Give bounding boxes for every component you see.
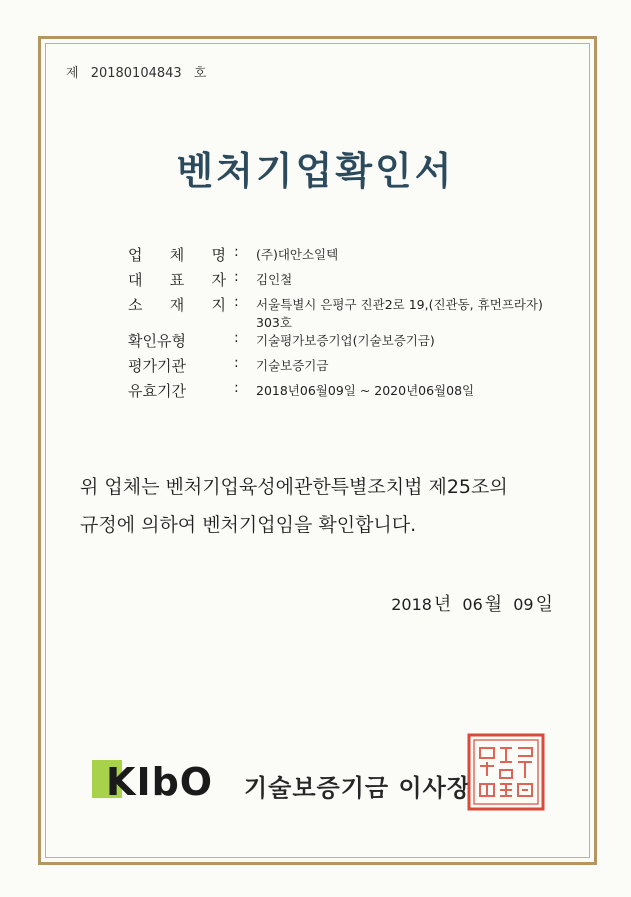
field-value: 김인철 <box>256 272 293 287</box>
issuer-footer <box>92 760 572 810</box>
field-colon: : <box>234 355 239 371</box>
field-value <box>256 295 543 331</box>
field-value: 기술평가보증기업(기술보증기금) <box>256 333 435 348</box>
field-label: 업 체 명 <box>128 246 226 264</box>
issue-date <box>391 590 559 616</box>
statement-line-1: 위 업체는 벤처기업육성에관한특별조치법 제25조의 <box>80 476 508 498</box>
date-day-unit: 일 <box>535 594 553 615</box>
field-address <box>128 294 568 330</box>
field-label: 유효기간 <box>128 382 186 400</box>
official-seal-stamp <box>466 732 546 812</box>
issuer-name: 기술보증기금 이사장 <box>244 774 472 802</box>
certificate-title: 벤처기업확인서 <box>176 148 455 193</box>
date-month: 06 <box>462 595 483 614</box>
date-month-unit: 월 <box>484 594 503 615</box>
statement-line-2: 규정에 의하여 벤처기업임을 확인합니다. <box>80 514 417 536</box>
date-year-unit: 년 <box>433 594 452 615</box>
field-value: 2018년06월09일 ~ 2020년06월08일 <box>256 383 475 398</box>
address-line-2: 303호 <box>256 315 292 330</box>
field-confirmation-type <box>128 330 568 355</box>
field-colon: : <box>234 330 239 346</box>
date-day: 09 <box>513 595 534 614</box>
field-evaluation-agency <box>128 355 568 380</box>
field-colon: : <box>234 269 239 285</box>
field-label: 확인유형 <box>128 332 186 350</box>
field-label: 소 재 지 <box>128 296 226 314</box>
field-label: 대 표 자 <box>128 271 226 289</box>
address-line-1: 서울특별시 은평구 진관2로 19,(진관동, 휴먼프라자) <box>256 297 543 312</box>
field-colon: : <box>234 244 239 260</box>
certificate-statement <box>80 468 565 544</box>
field-validity-period <box>128 380 568 405</box>
serial-value: 20180104843 <box>90 66 182 81</box>
field-colon: : <box>234 294 239 310</box>
kibo-logo: KIbO <box>106 760 214 804</box>
company-info-fields <box>128 244 568 405</box>
field-label: 평가기관 <box>128 357 186 375</box>
field-colon: : <box>234 380 239 396</box>
serial-suffix: 호 <box>193 66 207 81</box>
field-company-name <box>128 244 568 269</box>
serial-number <box>66 62 214 81</box>
field-value: 기술보증기금 <box>256 358 329 373</box>
field-value: (주)대안소일텍 <box>256 247 339 262</box>
serial-prefix: 제 <box>66 66 79 81</box>
date-year: 2018 <box>391 595 432 614</box>
field-representative <box>128 269 568 294</box>
